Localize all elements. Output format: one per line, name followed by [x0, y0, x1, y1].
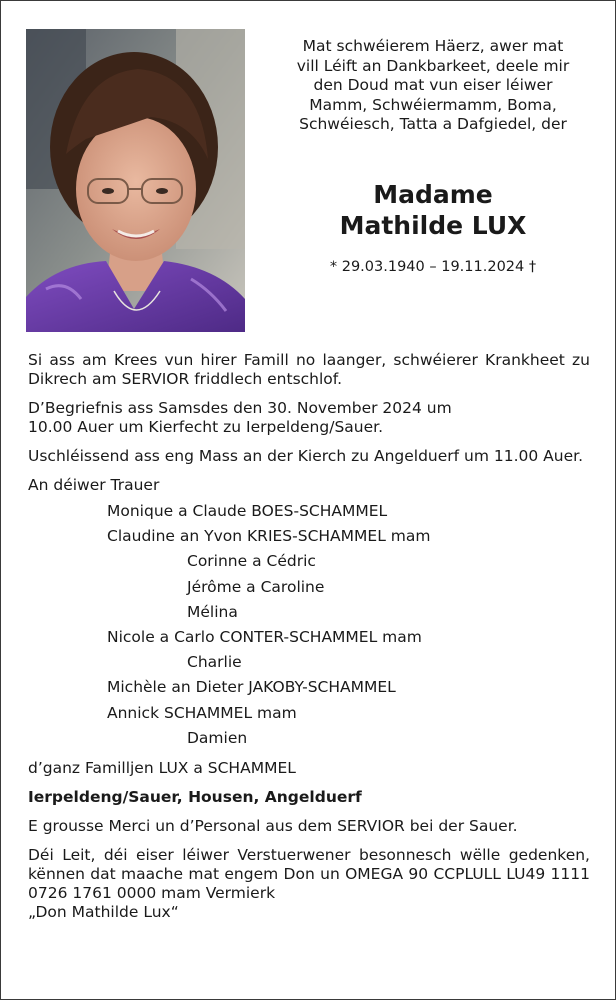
mourner-entry: Nicole a Carlo CONTER-SCHAMMEL mam [107, 628, 422, 647]
mourners-list [28, 499, 590, 751]
life-dates: * 29.03.1940 – 19.11.2024 † [329, 259, 537, 275]
mourner-entry: Mélina [187, 602, 238, 621]
donation-paragraph: Déi Leit, déi eiser léiwer Verstuerwener besonnesch wëlle gedenken, kënnen dat maache mat engem Don un OMEGA 90 CCPLULL LU49 1111 0726 1761 0000 mam Vermierk [28, 846, 590, 903]
mourner-entry: Corinne a Cédric [187, 552, 316, 571]
mass-paragraph: Uschléissend ass eng Mass an der Kierch zu Angelduerf um 11.00 Auer. [28, 447, 584, 465]
mourner-entry: Monique a Claude BOES-SCHAMMEL [107, 502, 388, 520]
notice-body [28, 351, 590, 922]
mourners-intro: An déiwer Trauer [28, 476, 160, 494]
intro-line: Mamm, Schwéiermamm, Boma, [309, 95, 557, 114]
mourner-entry: Damien [187, 728, 248, 747]
title-full-name: Mathilde LUX [339, 211, 527, 240]
intro-line: den Doud mat vun eiser léiwer [313, 76, 553, 95]
intro-line: Schwéiesch, Tatta a Dafgiedel, der [299, 115, 567, 134]
intro-text [263, 37, 603, 135]
funeral-paragraph [28, 399, 590, 437]
mourner-entry: Annick SCHAMMEL mam [107, 703, 297, 722]
passing-paragraph: Si ass am Krees vun hirer Famill no laanger, schwéierer Krankheet zu Dikrech am SERVIOR friddlech entschlof. [28, 351, 590, 388]
families-line: d’ganz Familljen LUX a SCHAMMEL [28, 759, 296, 778]
mourner-entry: Charlie [187, 653, 242, 672]
funeral-line: 10.00 Auer um Kierfecht zu Ierpeldeng/Sauer. [28, 418, 384, 436]
intro-line: vill Léift an Dankbarkeet, deele mir [296, 56, 570, 75]
title-salutation: Madame [373, 180, 493, 209]
mourner-entry: Michèle an Dieter JAKOBY-SCHAMMEL [107, 678, 396, 697]
thanks-paragraph: E grousse Merci un d’Personal aus dem SERVIOR bei der Sauer. [28, 817, 518, 836]
intro-line: Mat schwéierem Häerz, awer mat [302, 37, 564, 55]
donation-reference: „Don Mathilde Lux“ [28, 903, 179, 922]
mourner-entry: Jérôme a Caroline [187, 577, 325, 596]
places-line: Ierpeldeng/Sauer, Housen, Angelduerf [28, 788, 362, 807]
funeral-line: D’Begriefnis ass Samsdes den 30. November 2024 um [28, 399, 452, 417]
deceased-name [263, 179, 603, 241]
portrait-photo [26, 29, 245, 332]
mourner-entry: Claudine an Yvon KRIES-SCHAMMEL mam [107, 527, 431, 546]
